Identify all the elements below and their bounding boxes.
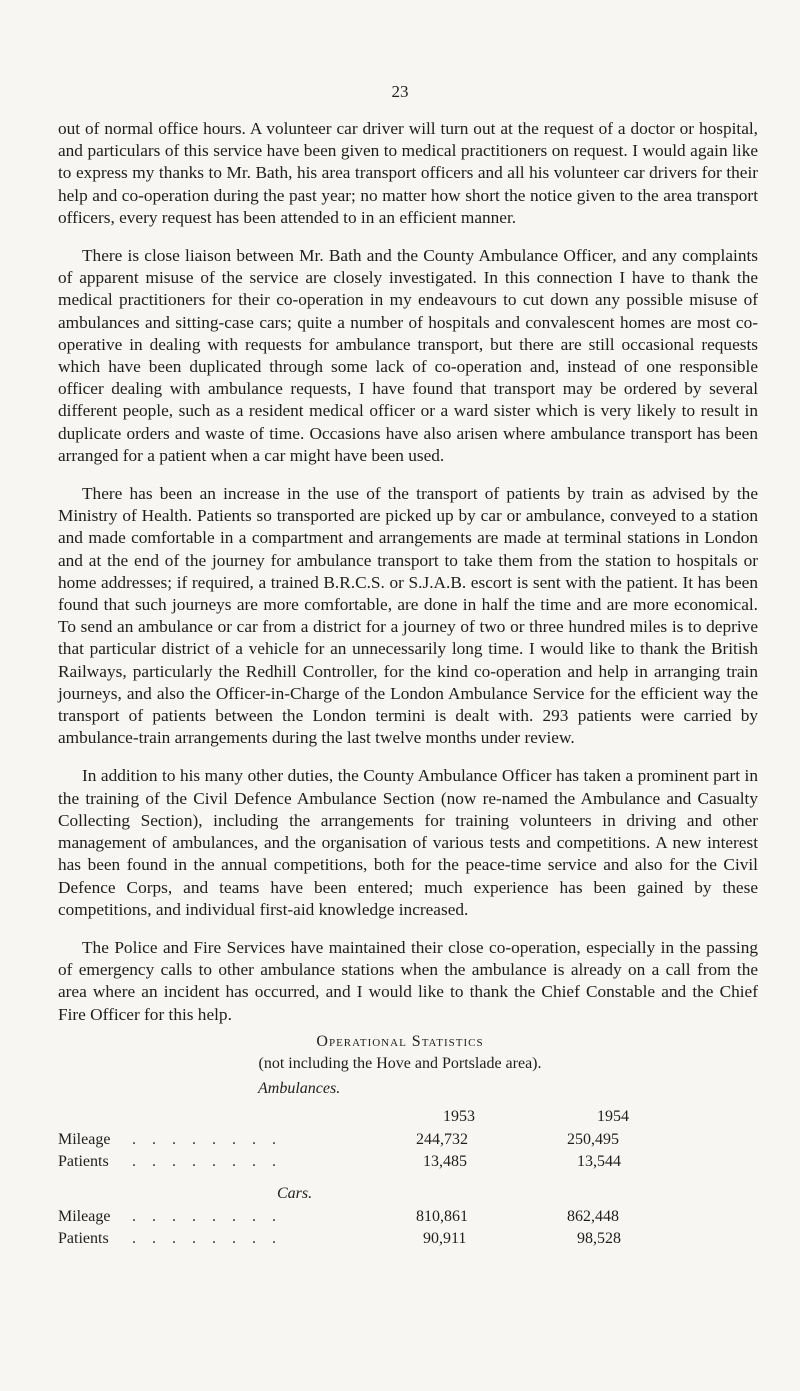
value-1953: 13,485 <box>423 1153 467 1170</box>
dot-leader: . . . . . . . . <box>132 1153 282 1170</box>
dot-leader: . . . . . . . . <box>132 1208 282 1225</box>
table-row <box>0 1131 800 1153</box>
paragraph: The Police and Fire Services have maintained their close co-operation, especially in the passing of emergency calls to other ambulance stations when the ambulance is already on a call from the area where an incident has occurred, and I would like to thank the Chief Constable and the Chief Fire Officer for this help. <box>58 937 758 1024</box>
paragraph: There is close liaison between Mr. Bath and the County Ambulance Officer, and any complaints of apparent misuse of the service are closely investigated. In this connection I have to thank the medical practitioners for their co-operation in my endeavours to cut down any possible misuse of ambulances and sitting-case cars; quite a number of hospitals and convalescent homes are most co-operative in dealing with requests for ambulance transport, but there are still occasional requests which have been duplicated through some lack of co-operation and, instead of one responsible officer dealing with ambulance requests, I have found that transport may be ordered by several different people, such as a resident medical officer or a ward sister which is very likely to result in duplicate orders and waste of time. Occasions have also arisen where ambulance transport has been arranged for a patient when a car might have been used. <box>58 246 758 465</box>
value-1954: 13,544 <box>577 1153 621 1170</box>
row-label: Patients <box>58 1230 109 1247</box>
value-1954: 250,495 <box>567 1131 619 1148</box>
value-1953: 810,861 <box>416 1208 468 1225</box>
page-number: 23 <box>391 82 409 101</box>
paragraph: There has been an increase in the use of the transport of patients by train as advised by the Ministry of Health. Patients so transported are picked up by car or ambulance, conveyed to a station and made comfortable in a compartment and arrangements are made at terminal stations in London and at the end of the journey for ambulance transport to take them from the station to hospitals or home addresses; if required, a trained B.R.C.S. or S.J.A.B. escort is sent with the patient. It has been found that such journeys are more comfortable, are done in half the time and are more economical. To send an ambulance or car from a district for a journey of two or three hundred miles is to deprive that particular district of a vehicle for an unnecessarily long time. I would like to thank the British Railways, particularly the Redhill Controller, for the kind co-operation and help in arranging train journeys, and also the Officer-in-Charge of the London Ambulance Service for the efficient way the transport of patients between the London termini is dealt with. 293 patients were carried by ambulance-train arrangements during the last twelve months under review. <box>58 484 758 748</box>
dot-leader: . . . . . . . . <box>132 1131 282 1148</box>
year-header-1954: 1954 <box>597 1108 629 1125</box>
row-label: Mileage <box>58 1208 111 1225</box>
paragraph: out of normal office hours. A volunteer car driver will turn out at the request of a doctor or hospital, and particulars of this service have been given to medical practitioners on request. I would again like to express my thanks to Mr. Bath, his area transport officers and all his volunteer car drivers for their help and co-operation during the past year; no matter how short the notice given to the area transport officers, every request has been attended to in an efficient manner. <box>58 119 758 227</box>
row-label: Mileage <box>58 1131 111 1148</box>
operational-statistics <box>0 1032 800 1247</box>
table-row <box>0 1230 800 1252</box>
dot-leader: . . . . . . . . <box>132 1230 282 1247</box>
cars-heading: Cars. <box>277 1185 313 1202</box>
value-1954: 862,448 <box>567 1208 619 1225</box>
value-1953: 90,911 <box>423 1230 467 1247</box>
value-1954: 98,528 <box>577 1230 621 1247</box>
row-label: Patients <box>58 1153 109 1170</box>
year-header-1953: 1953 <box>443 1108 475 1125</box>
stats-title: Operational Statistics <box>316 1033 484 1050</box>
value-1953: 244,732 <box>416 1131 468 1148</box>
paragraph: In addition to his many other duties, the County Ambulance Officer has taken a prominent part in the training of the Civil Defence Ambulance Section (now re-named the Ambulance and Casualty Collecting Section), including the arrangements for training volunteers in driving and other management of ambulances, and the organisation of various tests and competitions. A new interest has been found in the annual competitions, both for the peace-time service and also for the Civil Defence Corps, and teams have been entered; much experience has been gained by these competitions, and individual first-aid knowledge increased. <box>58 766 758 919</box>
body-text <box>58 118 758 1042</box>
stats-subtitle: (not including the Hove and Portslade area). <box>258 1055 542 1072</box>
table-row <box>0 1153 800 1175</box>
ambulances-heading: Ambulances. <box>258 1080 341 1097</box>
table-row <box>0 1208 800 1230</box>
